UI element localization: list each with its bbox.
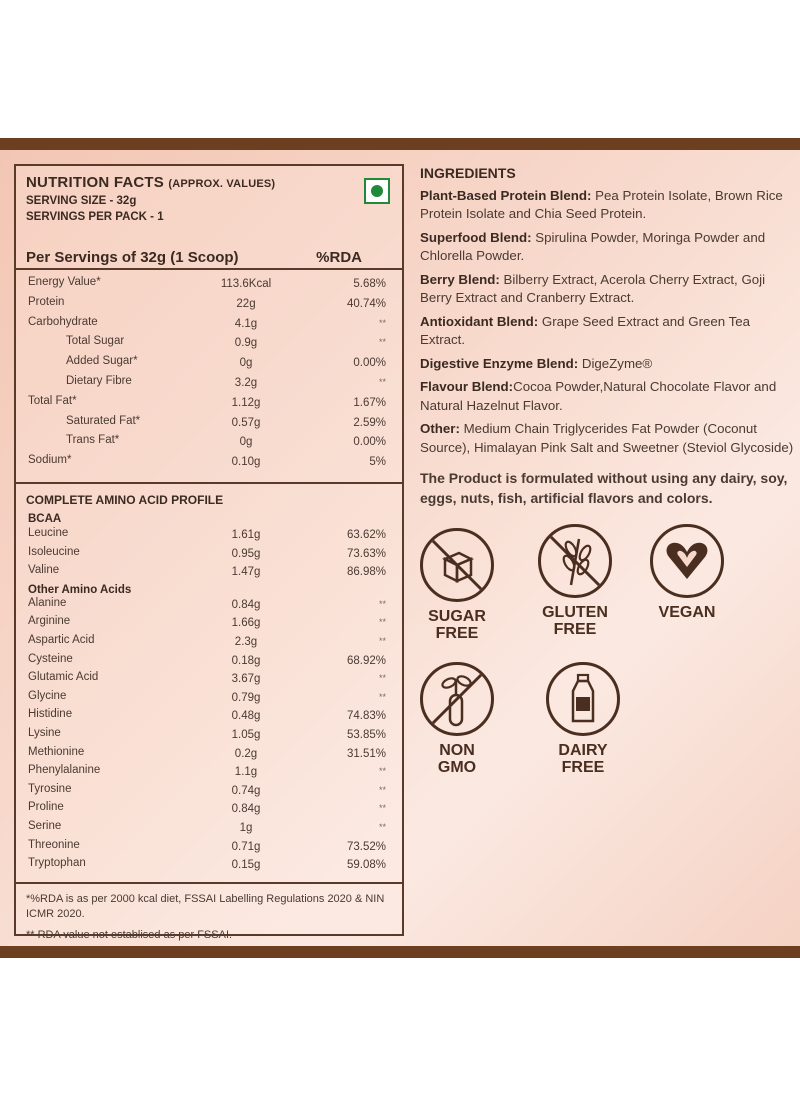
nutrient-rda: 68.92% [346, 654, 386, 667]
ingredient-item [420, 355, 796, 374]
badge-sugar-free [412, 528, 502, 642]
nutrient-rda: 86.98% [346, 566, 386, 579]
nutrient-amount: 0.18g [231, 654, 261, 667]
nutrient-amount: 1.61g [231, 529, 261, 541]
nutrient-name: Arginine [28, 615, 71, 628]
label-panel [0, 150, 800, 946]
ingredient-item [420, 378, 796, 415]
nutrient-row [16, 395, 402, 413]
nutrient-rda: ** [378, 822, 386, 832]
nutrient-name: Histidine [28, 708, 73, 721]
serving-size: SERVING SIZE - 32g [26, 195, 137, 207]
sugar-cube-icon [420, 528, 494, 602]
nutrient-row [16, 615, 402, 633]
nutrient-amount: 1g [239, 822, 253, 834]
nutrient-row [16, 857, 402, 875]
nutrient-row [16, 355, 402, 373]
other-amino-label: Other Amino Acids [28, 583, 132, 596]
nutrient-rda: ** [378, 803, 386, 814]
nutrient-name: Threonine [28, 838, 80, 851]
gluten-label-2: FREE [553, 621, 597, 638]
badge-vegan [642, 524, 732, 621]
nutrient-name: Carbohydrate [28, 315, 98, 328]
servings-per-pack: SERVINGS PER PACK - 1 [26, 211, 164, 223]
nutrient-rda: 1.67% [353, 396, 386, 409]
nutrient-amount: 0.48g [231, 710, 261, 723]
nutrient-name: Total Fat* [28, 394, 77, 407]
nutrition-header [16, 166, 402, 270]
nutrient-rda: 73.52% [346, 840, 386, 853]
ingredient-text: DigeZyme® [578, 355, 653, 371]
nutrient-name: Dietary Fibre [66, 375, 132, 387]
nutrient-amount: 0g [239, 436, 253, 449]
ingredient-text: Spirulina Powder, Moringa Powder and Chlorella Powder. [420, 229, 766, 263]
nutrient-name: Sodium* [28, 454, 72, 467]
sugar-label-1: SUGAR [428, 608, 486, 625]
ingredient-item [420, 187, 796, 224]
nutrient-rda: 0.00% [353, 436, 386, 449]
nutrient-rda: ** [378, 317, 386, 328]
nutrient-row [16, 671, 402, 689]
nutrient-name: Lysine [28, 727, 61, 739]
nutrient-row [16, 564, 402, 582]
nutrient-name: Glycine [28, 689, 67, 702]
nutrient-name: Added Sugar* [66, 355, 138, 368]
gluten-label-1: GLUTEN [542, 604, 608, 621]
footnote-rda: *%RDA is as per 2000 kcal diet, FSSAI Labelling Regulations 2020 & NIN ICMR 2020. [26, 892, 385, 920]
nutrient-name: Phenylalanine [28, 764, 101, 777]
nutrient-name: Proline [28, 801, 64, 814]
nutrient-amount: 0.79g [231, 691, 261, 704]
ingredient-item [420, 229, 796, 266]
ingredient-label: Other: [420, 421, 460, 436]
nutrient-rda: 0.00% [353, 357, 386, 370]
nutrient-name: Energy Value* [28, 276, 101, 288]
nutrition-title: NUTRITION FACTS (APPROX. VALUES) [26, 174, 276, 191]
test-tube-plant-icon [420, 662, 494, 736]
nutrient-name: Protein [28, 295, 65, 308]
nutrient-name: Leucine [28, 527, 69, 539]
ingredient-label: Flavour Blend: [420, 379, 514, 394]
nutrient-rda: 63.62% [346, 529, 386, 541]
ingredient-label: Plant-Based Protein Blend: [420, 187, 592, 203]
nutrient-amount: 1.05g [231, 729, 261, 741]
nutrient-rda: ** [378, 337, 386, 348]
ingredient-text: Grape Seed Extract and Green Tea Extract. [420, 313, 751, 347]
rda-header: %RDA [316, 249, 362, 266]
nutrient-row [16, 527, 402, 545]
nutrient-row [16, 764, 402, 782]
ingredient-item [420, 271, 796, 308]
nutrient-amount: 2.3g [234, 636, 258, 648]
nutrient-name: Saturated Fat* [66, 414, 141, 427]
per-serving-row [26, 249, 392, 266]
nutrient-name: Alanine [28, 596, 67, 609]
nutrient-row [16, 839, 402, 857]
ingredient-label: Antioxidant Blend: [420, 313, 539, 329]
nutrient-amount: 113.6Kcal [220, 278, 272, 290]
footnote-fssai: ** RDA value not establised as per FSSAI. [26, 928, 233, 941]
nutrient-amount: 0g [239, 357, 253, 370]
ingredients-title: INGREDIENTS [420, 165, 516, 181]
wheat-icon [538, 524, 612, 598]
nutrient-amount: 1.66g [231, 617, 261, 630]
nutrient-amount: 1.1g [234, 766, 258, 779]
nutrient-name: Tyrosine [28, 782, 72, 795]
nutrient-rda: 2.59% [353, 416, 386, 429]
nutrient-row [16, 708, 402, 726]
nutrient-row [16, 276, 402, 294]
nutrient-name: Tryptophan [28, 857, 86, 870]
ingredient-text: Pea Protein Isolate, Brown Rice Protein Isolate and Chia Seed Protein. [420, 187, 783, 221]
nutrient-amount: 4.1g [234, 317, 258, 330]
ingredient-text: Medium Chain Triglycerides Fat Powder (Coconut Source), Himalayan Pink Salt and Sweetner (Steviol Glycoside) [420, 421, 794, 455]
nutrient-rda: ** [378, 598, 386, 609]
nutrient-amount: 0.71g [231, 840, 261, 853]
nutrient-amount: 0.10g [231, 456, 261, 469]
nutrient-row [16, 546, 402, 564]
badge-dairy-free [538, 662, 628, 776]
nutrient-name: Methionine [28, 745, 85, 758]
nutrient-amount: 3.2g [234, 377, 258, 389]
nutrient-amount: 0.84g [231, 803, 261, 816]
sugar-label-2: FREE [435, 625, 479, 642]
approx-note: (APPROX. VALUES) [168, 178, 276, 190]
bcaa-label: BCAA [28, 513, 62, 525]
ingredient-label: Superfood Blend: [420, 229, 532, 245]
nutrient-amount: 1.12g [231, 396, 261, 409]
nutrient-amount: 1.47g [231, 566, 261, 579]
ingredients-list [420, 187, 796, 458]
nutrient-rda: ** [378, 617, 386, 628]
nutrient-row [16, 820, 402, 838]
nutrient-name: Aspartic Acid [28, 634, 95, 646]
nutrient-rda: 31.51% [346, 747, 386, 760]
ingredient-item [420, 313, 796, 350]
ingredient-text: Cocoa Powder,Natural Chocolate Flavor and Natural Hazelnut Flavor. [420, 379, 777, 413]
nutrient-rda: ** [378, 673, 386, 684]
nutrient-name: Glutamic Acid [28, 671, 99, 684]
nutrient-row [16, 653, 402, 671]
nutrient-name: Trans Fat* [66, 434, 120, 447]
formulation-disclaimer: The Product is formulated without using any dairy, soy, eggs, nuts, fish, artificial flavors and colors. [420, 470, 788, 506]
gmo-label-2: GMO [437, 759, 477, 776]
nutrient-amount: 3.67g [231, 673, 261, 686]
nutrient-rda: ** [378, 377, 386, 387]
nutrient-name: Valine [28, 564, 60, 577]
ingredient-label: Digestive Enzyme Blend: [420, 355, 579, 371]
nutrient-rda: 74.83% [346, 710, 386, 723]
nutrient-rda: ** [378, 784, 386, 795]
badge-gluten-free [530, 524, 620, 638]
nutrient-rda: 5% [369, 456, 386, 469]
nutrient-row [16, 634, 402, 652]
nutrient-amount: 0.15g [231, 859, 261, 872]
nutrient-rda: 53.85% [346, 729, 386, 741]
nutrient-row [16, 746, 402, 764]
dairy-label-1: DAIRY [558, 742, 608, 759]
ingredient-text: Bilberry Extract, Acerola Cherry Extract, Goji Berry Extract and Cranberry Extract. [420, 271, 766, 305]
nutrient-rda: 59.08% [346, 859, 386, 872]
nutrient-row [16, 434, 402, 452]
top-border [0, 138, 800, 150]
nutrient-row [16, 296, 402, 314]
badge-non-gmo [412, 662, 502, 776]
vegan-heart-icon [650, 524, 724, 598]
nutrient-amount: 0.2g [234, 747, 258, 760]
nutrient-rda: 40.74% [346, 297, 386, 310]
nutrient-amount: 0.74g [231, 784, 261, 797]
nutrient-rda: 5.68% [353, 278, 386, 290]
veg-symbol-icon [364, 178, 390, 204]
bottom-border [0, 946, 800, 958]
nutrient-row [16, 690, 402, 708]
milk-bottle-icon [546, 662, 620, 736]
vegan-label: VEGAN [658, 604, 716, 621]
nutrient-amount: 0.84g [231, 598, 261, 611]
nutrient-row [16, 597, 402, 615]
nutrient-amount: 0.57g [231, 416, 261, 429]
nutrient-amount: 0.95g [231, 547, 261, 560]
nutrient-divider [16, 482, 402, 484]
nutrient-row [16, 335, 402, 353]
nutrient-row [16, 801, 402, 819]
nutrient-amount: 22g [236, 297, 256, 310]
nutrient-rda: 73.63% [346, 547, 386, 560]
nutrient-row [16, 783, 402, 801]
nutrient-row [16, 316, 402, 334]
footnote-divider [16, 882, 402, 884]
nutrition-facts-box [14, 164, 404, 941]
nutrient-row [16, 727, 402, 745]
nutrient-rda: ** [378, 636, 386, 646]
dairy-label-2: FREE [561, 759, 605, 776]
nutrient-name: Cysteine [28, 652, 73, 665]
nutrient-row [16, 415, 402, 433]
per-serving-header: Per Servings of 32g (1 Scoop) [26, 249, 239, 266]
ingredients-section [420, 164, 796, 462]
nutrient-rda: ** [378, 766, 386, 777]
nutrient-name: Isoleucine [28, 545, 80, 558]
ingredient-item [420, 420, 796, 457]
nutrient-name: Total Sugar [66, 335, 125, 348]
nutrient-row [16, 375, 402, 393]
amino-title: COMPLETE AMINO ACID PROFILE [26, 493, 224, 507]
gmo-label-1: NON [439, 742, 475, 759]
nutrient-rda: ** [378, 691, 386, 702]
nutrient-amount: 0.9g [234, 337, 258, 350]
nutrient-name: Serine [28, 820, 62, 832]
ingredient-label: Berry Blend: [420, 271, 500, 287]
nutrient-row [16, 454, 402, 472]
